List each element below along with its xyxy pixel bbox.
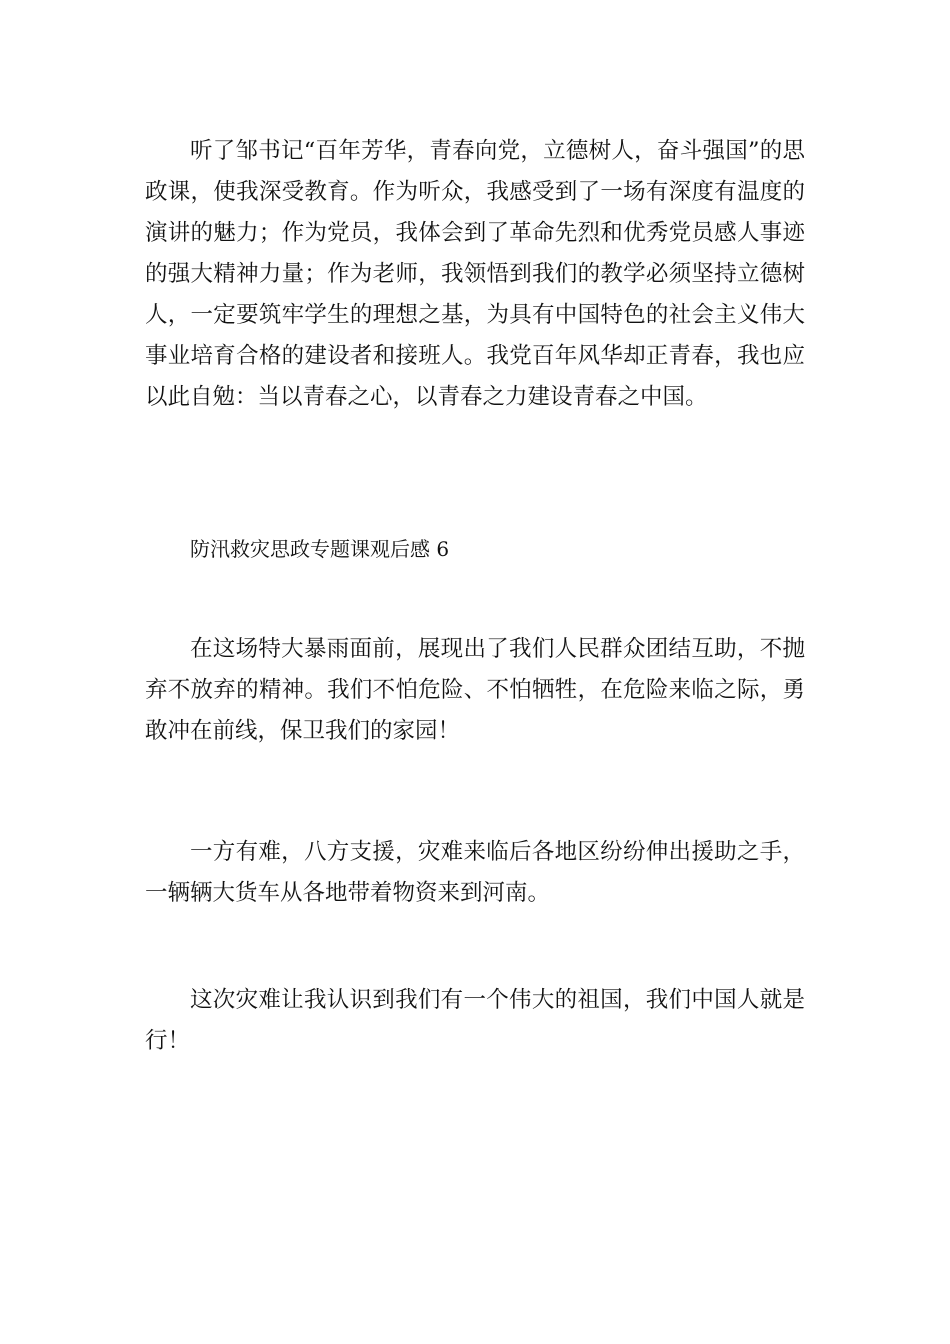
body-paragraph-3: 一方有难，八方支援，灾难来临后各地区纷纷伸出援助之手，一辆辆大货车从各地带着物资来到河南。	[145, 839, 805, 906]
body-paragraph-2: 在这场特大暴雨面前，展现出了我们人民群众团结互助，不抛弃不放弃的精神。我们不怕危险、不怕牺牲，在危险来临之际，勇敢冲在前线，保卫我们的家园！	[145, 636, 805, 744]
body-paragraph-4: 这次灾难让我认识到我们有一个伟大的祖国，我们中国人就是行！	[145, 987, 805, 1054]
section-heading: 防汛救灾思政专题课观后感 6	[190, 537, 450, 561]
body-paragraph-1: 听了邹书记“百年芳华，青春向党，立德树人，奋斗强国”的思政课，使我深受教育。作为听众，我感受到了一场有深度有温度的演讲的魅力；作为党员，我体会到了革命先烈和优秀党员感人事迹的强大精神力量；作为老师，我领悟到我们的教学必须坚持立德树人，一定要筑牢学生的理想之基，为具有中国特色的社会主义伟大事业培育合格的建设者和接班人。我党百年风华却正青春，我也应以此自勉：当以青春之心，以青春之力建设青春之中国。	[145, 138, 805, 410]
